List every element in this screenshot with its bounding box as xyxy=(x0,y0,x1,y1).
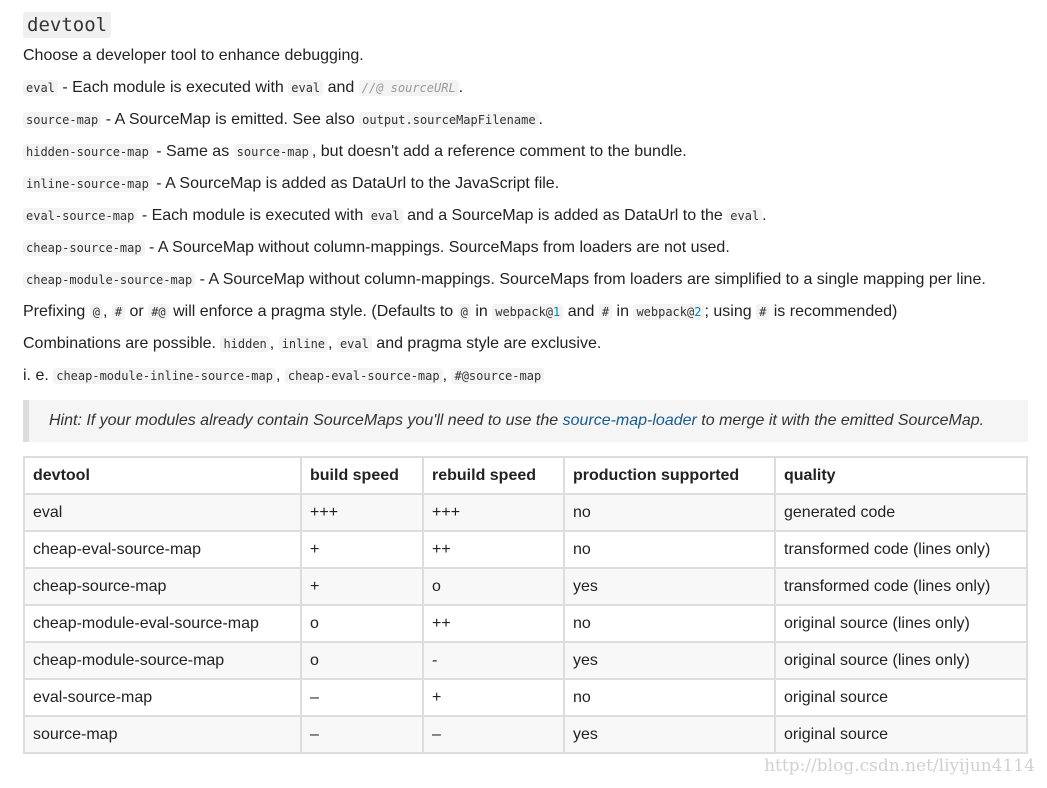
webpack1-code: webpack@1 xyxy=(492,304,563,320)
col-production-supported: production supported xyxy=(564,457,775,494)
table-row: cheap-module-source-map o - yes original source (lines only) xyxy=(24,642,1027,679)
table-header-row xyxy=(24,457,1027,494)
example-line: i. e. cheap-module-inline-source-map , cheap-eval-source-map , #@source-map xyxy=(23,360,1028,392)
table-row: source-map – – yes original source xyxy=(24,716,1027,753)
table-row: eval-source-map – + no original source xyxy=(24,679,1027,716)
source-url-code: //@ sourceURL xyxy=(359,80,459,96)
col-build-speed: build speed xyxy=(301,457,423,494)
option-code: eval xyxy=(23,80,58,96)
option-code: hidden-source-map xyxy=(23,144,152,160)
intro-text: Choose a developer tool to enhance debugging. xyxy=(23,47,364,64)
source-map-loader-link[interactable]: source-map-loader xyxy=(562,412,697,429)
option-line-cheap-module-source-map: cheap-module-source-map - A SourceMap without column-mappings. SourceMaps from loaders are simplified to a single mapping per line. xyxy=(23,264,1028,296)
heading-code: devtool xyxy=(23,12,111,38)
option-line-inline-source-map: inline-source-map - A SourceMap is added as DataUrl to the JavaScript file. xyxy=(23,168,1028,200)
option-code: eval-source-map xyxy=(23,208,137,224)
col-quality: quality xyxy=(775,457,1027,494)
col-devtool: devtool xyxy=(24,457,301,494)
content xyxy=(23,0,1028,442)
option-code: cheap-module-source-map xyxy=(23,272,195,288)
table-row: eval +++ +++ no generated code xyxy=(24,494,1027,531)
table-row: cheap-eval-source-map + ++ no transformed code (lines only) xyxy=(24,531,1027,568)
webpack2-code: webpack@2 xyxy=(633,304,704,320)
hint-blockquote: Hint: If your modules already contain SourceMaps you'll need to use the source-map-loader to merge it with the emitted SourceMap. xyxy=(23,400,1028,442)
option-line-hidden-source-map: hidden-source-map - Same as source-map , but doesn't add a reference comment to the bundle. xyxy=(23,136,1028,168)
table-row: cheap-source-map + o yes transformed code (lines only) xyxy=(24,568,1027,605)
option-line-source-map: source-map - A SourceMap is emitted. See also output.sourceMapFilename . xyxy=(23,104,1028,136)
col-rebuild-speed: rebuild speed xyxy=(423,457,564,494)
watermark: http://blog.csdn.net/liyijun4114 xyxy=(764,756,1035,776)
option-code: source-map xyxy=(23,112,101,128)
section-heading xyxy=(23,11,1028,39)
table-row: cheap-module-eval-source-map o ++ no original source (lines only) xyxy=(24,605,1027,642)
devtool-comparison-table xyxy=(23,456,1028,754)
option-line-cheap-source-map: cheap-source-map - A SourceMap without column-mappings. SourceMaps from loaders are not used. xyxy=(23,232,1028,264)
option-line-eval: eval - Each module is executed with eval and //@ sourceURL . xyxy=(23,72,1028,104)
option-code: inline-source-map xyxy=(23,176,152,192)
pragma-line: Prefixing @ , # or #@ will enforce a pragma style. (Defaults to @ in webpack@1 and # in webpack@2 ; using # is recommended) xyxy=(23,303,898,320)
option-code: cheap-source-map xyxy=(23,240,145,256)
combinations-line: Combinations are possible. hidden , inline , eval and pragma style are exclusive. xyxy=(23,335,602,352)
option-line-eval-source-map: eval-source-map - Each module is executed with eval and a SourceMap is added as DataUrl to the eval . xyxy=(23,200,1028,232)
